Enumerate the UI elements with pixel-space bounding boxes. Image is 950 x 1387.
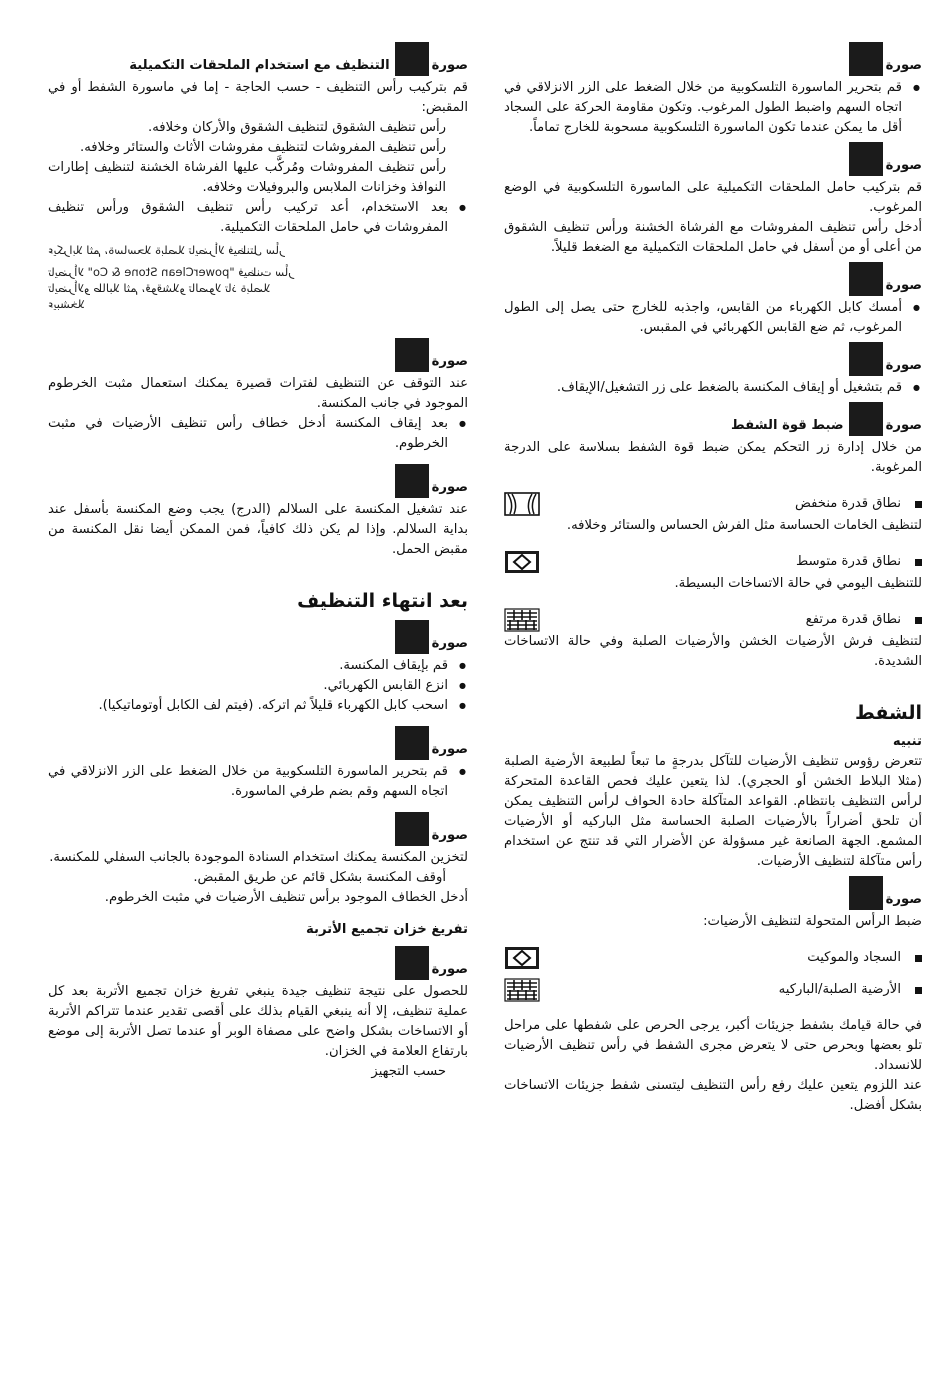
list-item: ● انزع القابس الكهربائي. xyxy=(48,676,468,696)
figure-label: صورة xyxy=(504,142,922,176)
power-level-mid xyxy=(504,550,922,574)
figure-label: صورة التنظيف مع استخدام الملحقات التكميلية xyxy=(48,42,468,76)
paragraph: قم بتركيب حامل الملحقات التكميلية على الماسورة التلسكوبية في الوضع المرغوب. xyxy=(504,180,922,215)
curtain-icon xyxy=(504,492,540,516)
figure-number-box xyxy=(395,338,429,372)
line: أدخل الخطاف الموجود برأس تنظيف الأرضيات في مثبت الخرطوم. xyxy=(104,890,468,905)
figure-label: صورة ضبط قوة الشفط xyxy=(504,402,922,436)
list-item: ● بعد إيقاف المكنسة أدخل خطاف رأس تنظيف الأرضيات في مثبت الخرطوم. xyxy=(48,414,468,454)
line: رأس تنظيف الشقوق لتنظيف الشقوق والأركان وخلافه. xyxy=(148,120,446,135)
figure-number-box xyxy=(395,812,429,846)
figure-label: صورة xyxy=(48,464,468,498)
figure-label: صورة xyxy=(48,812,468,846)
mirrored-text-block xyxy=(48,242,468,312)
figure-label: صورة xyxy=(504,342,922,376)
paragraph: في حالة قيامك بشفط جزيئات أكبر، يرجى الحرص على شفطها على مراحل تلو بعضها وبحرص حتى لا يتعرض مجرى الشفط في رأس تنظيف الأرضيات للانسداد. xyxy=(504,1018,922,1073)
figure-number-box xyxy=(395,620,429,654)
paragraph: عند اللزوم يتعين عليك رفع رأس التنظيف ليتسنى شفط جزيئات الاتساخات بشكل أفضل. xyxy=(504,1078,922,1113)
list-item: ● قم بتحرير الماسورة التلسكوبية من خلال الضغط على الزر الانزلاقي في اتجاه السهم وقم بضم طرفي الماسورة. xyxy=(48,762,468,802)
figure-number-box xyxy=(395,946,429,980)
paragraph: لتنظيف فرش الأرضيات الخشن والأرضيات الصلبة وفي حالة الاتساخات الشديدة. xyxy=(504,634,922,669)
line: حسب التجهيز xyxy=(371,1064,446,1079)
line: رأس تنظيف المفروشات ومُركَّب عليها الفرشاة الخشنة لتنظيف إطارات النوافذ وخزانات الملابس والبروفيلات وخلافه. xyxy=(48,160,446,195)
paragraph: قم بتركيب رأس التنظيف - حسب الحاجة - إما في ماسورة الشفط أو في المقبض: xyxy=(48,80,468,115)
list-item: ● بعد الاستخدام، أعد تركيب رأس تنظيف الشقوق ورأس تنظيف المفروشات في حامل الملحقات التكميلية. xyxy=(48,198,468,238)
power-label: نطاق قدرة متوسط xyxy=(795,554,901,569)
section-title: الشفط xyxy=(854,702,922,724)
figure-number-box xyxy=(395,726,429,760)
square-bullet-icon xyxy=(915,955,922,962)
figure-label: صورة xyxy=(48,726,468,760)
power-label: نطاق قدرة مرتفع xyxy=(805,612,901,627)
figure-number-box xyxy=(849,142,883,176)
hard-floor-icon xyxy=(504,978,540,1002)
mirrored-line: تايضرألاو طالبلا لثم ،قوقشلاو تالصولا تاذ ةبلصلا xyxy=(48,281,271,295)
figure-label: صورة xyxy=(504,42,922,76)
section-title: بعد انتهاء التنظيف xyxy=(297,590,468,612)
section-heading: التنظيف مع استخدام الملحقات التكميلية xyxy=(129,58,390,73)
paragraph: لتخزين المكنسة يمكنك استخدام السنادة الموجودة بالجانب السفلي للمكنسة. xyxy=(49,850,468,865)
line: أوقف المكنسة بشكل قائم عن طريق المقبض. xyxy=(193,870,446,885)
mirrored-line: ءيبشخلا xyxy=(48,297,85,311)
figure-label: صورة xyxy=(48,338,468,372)
carpet-icon xyxy=(504,550,540,574)
floor-setting-hard xyxy=(504,978,922,1002)
figure-number-box xyxy=(849,876,883,910)
paragraph: أدخل رأس تنظيف المفروشات مع الفرشاة الخشنة ورأس تنظيف الشقوق من أعلى أو من أسفل في حامل الملحقات التكميلية مع الضغط قليلاً. xyxy=(504,220,922,255)
figure-number-box xyxy=(849,262,883,296)
right-column xyxy=(504,38,922,1116)
list-item: ● قم بتشغيل أو إيقاف المكنسة بالضغط على زر التشغيل/الإيقاف. xyxy=(504,378,922,398)
floor-setting-carpet xyxy=(504,946,922,970)
paragraph: للحصول على نتيجة تنظيف جيدة ينبغي تفريغ خزان تجميع الأتربة بعد كل عملية تنظيف، إلا أنه ينبغي القيام بذلك على أقصى تقدير عندما تتراكم الأتربة أو الاتساخات بشكل واضح على مصفاة الوبر أو عندما تصل الأتربة إلى موضع بارتفاع العلامة في الخزان. xyxy=(48,984,468,1059)
paragraph: من خلال إدارة زر التحكم يمكن ضبط قوة الشفط بسلاسة على الدرجة المرغوبة. xyxy=(504,440,922,475)
square-bullet-icon xyxy=(915,559,922,566)
list-item: ● اسحب كابل الكهرباء قليلاً ثم اتركه. (فيتم لف الكابل أوتوماتيكيا). xyxy=(48,696,468,716)
power-level-low xyxy=(504,492,922,516)
floor-type-label: الأرضية الصلبة/الباركيه xyxy=(778,982,901,997)
section-heading: تفريغ خزان تجميع الأتربة xyxy=(306,922,468,937)
list-item: ● قم بإيقاف المكنسة. xyxy=(48,656,468,676)
paragraph: عند التوقف عن التنظيف لفترات قصيرة يمكنك استعمال مثبت الخرطوم الموجود في جانب المكنسة. xyxy=(48,376,468,411)
power-level-high xyxy=(504,608,922,632)
figure-number-box xyxy=(395,464,429,498)
paragraph: للتنظيف اليومي في حالة الاتساخات البسيطة. xyxy=(674,576,922,591)
figure-label: صورة xyxy=(504,262,922,296)
left-column xyxy=(48,38,468,1082)
paragraph: ضبط الرأس المتحولة لتنظيف الأرضيات: xyxy=(703,914,922,929)
power-label: نطاق قدرة منخفض xyxy=(794,496,901,511)
figure-number-box xyxy=(395,42,429,76)
square-bullet-icon xyxy=(915,501,922,508)
list-item: ● أمسك كابل الكهرباء من القابس، واجذبه للخارج حتى يصل إلى الطول المرغوب، ثم ضع القابس الكهربائي في المقبس. xyxy=(504,298,922,338)
figure-number-box xyxy=(849,342,883,376)
paragraph: لتنظيف الخامات الحساسة مثل الفرش الحساس والستائر وخلافه. xyxy=(566,518,922,533)
figure-number-box xyxy=(849,402,883,436)
list-item: ● قم بتحرير الماسورة التلسكوبية من خلال الضغط على الزر الانزلاقي في اتجاه السهم واضبط الطول المرغوب. وتكون مقاومة الحركة على السجاد أقل ما يمكن عندما تكون الماسورة التلسكوبية مسحوبة للخارج تماماً. xyxy=(504,78,922,138)
figure-label: صورة xyxy=(48,946,468,980)
figure-label: صورة xyxy=(504,876,922,910)
mirrored-line: تايضرألا "powerClean Stone & Co" فيظنت سأر xyxy=(48,265,294,279)
floor-type-label: السجاد والموكيت xyxy=(807,950,901,965)
square-bullet-icon xyxy=(915,617,922,624)
figure-number-box xyxy=(849,42,883,76)
note-title: تنبيه xyxy=(892,734,922,749)
paragraph: تتعرض رؤوس تنظيف الأرضيات للتآكل بدرجةٍ ما تبعاً لطبيعة الأرضية الصلبة (مثلا البلاط الخشن أو الحجري). لذا يتعين عليك فحص القاعدة المتحركة لرأس التنظيف بانتظام. القواعد المتآكلة حادة الحواف لرأس التنظيف يمكن أن تلحق أضراراً بالأرضيات الصلبة الحساسة مثل الباركيه أو الأرضيات المشمع. الجهة الصانعة غير مسؤولة عن الأضرار التي قد تنتج عن استخدام رأس متآكلة لتنظيف الأرضيات. xyxy=(504,754,922,869)
section-heading: ضبط قوة الشفط xyxy=(730,418,844,433)
paragraph: عند تشغيل المكنسة على السلالم (الدرج) يجب وضع المكنسة بأسفل عند بداية السلالم. وإذا لم يكن ذلك كافياً، فمن الممكن أيضا نقل المكنسة من مقبض الحمل. xyxy=(48,502,468,557)
line: رأس تنظيف المفروشات لتنظيف مفروشات الأثاث والستائر وخلافه. xyxy=(80,140,446,155)
figure-label: صورة xyxy=(48,620,468,654)
square-bullet-icon xyxy=(915,987,922,994)
carpet-icon xyxy=(504,946,540,970)
mirrored-line: ءيكرابلا لثم ،ةساسحلا ةبلصلا تايضرألا فيظنتل سأر xyxy=(48,243,285,257)
hard-floor-icon xyxy=(504,608,540,632)
